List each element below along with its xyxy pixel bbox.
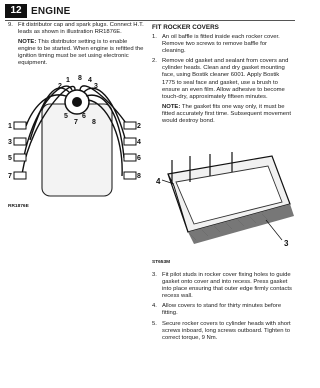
cylinder-label-3: 3 bbox=[8, 139, 12, 146]
step-number: 5. bbox=[152, 320, 157, 327]
header-rule bbox=[5, 20, 295, 21]
spark-plug-left-3 bbox=[14, 154, 26, 161]
fit-rocker-covers-heading: FIT ROCKER COVERS bbox=[152, 24, 219, 31]
note-text: This distributor setting is to enable engine to be started. When engine is refitted the ignition timing must be set using electronic equipment. bbox=[18, 39, 144, 67]
distributor-label-8: 8 bbox=[78, 75, 82, 82]
step-3 bbox=[152, 272, 292, 300]
step-text: An oil baffle is fitted inside each rocker cover. Remove two screws to remove baffle for cleaning. bbox=[162, 34, 280, 55]
distributor-label-4: 4 bbox=[88, 77, 92, 84]
cylinder-label-2: 2 bbox=[137, 123, 141, 130]
distributor-label-2: 2 bbox=[58, 83, 62, 90]
step-number: 1. bbox=[152, 34, 157, 40]
distributor-label-3: 3 bbox=[94, 83, 98, 90]
step-text: Secure rocker covers to cylinder heads with short screws inboard, long screws outboard. Tighten to correct torque, 9 Nm. bbox=[162, 320, 291, 341]
cylinder-label-5: 5 bbox=[8, 155, 12, 162]
distributor-label-7: 7 bbox=[74, 119, 78, 126]
rocker-cover-illustration bbox=[150, 148, 294, 272]
distributor-label-8b: 8 bbox=[92, 119, 96, 126]
step-text: Allow covers to stand for thirty minutes before fitting. bbox=[162, 303, 282, 317]
cylinder-label-1: 1 bbox=[8, 123, 12, 130]
distributor-label-1: 1 bbox=[66, 77, 70, 84]
callout-leader-3 bbox=[266, 220, 282, 240]
callout-4: 4 bbox=[156, 177, 161, 186]
spark-plug-right-2 bbox=[124, 138, 136, 145]
step-2 bbox=[152, 58, 292, 101]
step-number: 3. bbox=[152, 272, 157, 278]
step-number: 2. bbox=[152, 58, 157, 65]
spark-plug-left-1 bbox=[14, 122, 26, 129]
cylinder-label-4: 4 bbox=[137, 139, 141, 146]
step-5 bbox=[152, 321, 292, 342]
rocker-cover-diagram bbox=[150, 148, 294, 272]
spark-plug-left-2 bbox=[14, 138, 26, 145]
spark-plug-right-1 bbox=[124, 122, 136, 129]
distributor-center bbox=[72, 97, 82, 107]
figure-code: RR1876E bbox=[8, 204, 29, 209]
section-title: ENGINE bbox=[31, 6, 71, 17]
note-label: NOTE: bbox=[162, 103, 181, 110]
right-column-lower bbox=[152, 272, 292, 345]
step-text: Fit distributor cap and spark plugs. Connect H.T. leads as shown in illustration RR1876E. bbox=[18, 22, 144, 36]
spark-plug-right-4 bbox=[124, 172, 136, 179]
step-text: Remove old gasket and sealant from covers and cylinder heads. Clean and dry gasket mounting face, using Bostik cleaner 6001. Apply Bostik 1775 to seal face and gasket, use a brush to ensure an even film. Allow adhesive to become touch-dry, approximately fifteen minutes. bbox=[162, 58, 289, 100]
cylinder-label-8: 8 bbox=[137, 173, 141, 180]
engine-block-shape bbox=[42, 104, 112, 196]
step-4 bbox=[152, 303, 292, 317]
right-column bbox=[152, 34, 292, 129]
engine-wiring-diagram bbox=[6, 60, 144, 228]
step-text: Fit pilot studs in rocker cover fixing holes to guide gasket onto cover and into recess. Press gasket into place ensuring that outer edge firmly contacts recess wall. bbox=[162, 272, 292, 300]
spark-plug-left-4 bbox=[14, 172, 26, 179]
figure-code: ST653M bbox=[152, 260, 171, 265]
note-label: NOTE: bbox=[18, 39, 37, 46]
distributor-label-6: 6 bbox=[82, 113, 86, 120]
note-text: The gasket fits one way only, it must be fitted accurately first time. Subsequent movement would destroy bond. bbox=[162, 103, 291, 125]
cylinder-label-7: 7 bbox=[8, 173, 12, 180]
step-number: 9. bbox=[8, 22, 13, 28]
section-number-badge: 12 bbox=[5, 4, 27, 18]
distributor-firing-order-illustration bbox=[6, 60, 144, 228]
step-1 bbox=[152, 34, 292, 55]
spark-plug-right-3 bbox=[124, 154, 136, 161]
page-header bbox=[5, 4, 295, 20]
distributor-label-5: 5 bbox=[64, 113, 68, 120]
callout-3: 3 bbox=[284, 239, 289, 248]
step-number: 4. bbox=[152, 303, 157, 310]
cylinder-label-6: 6 bbox=[137, 155, 141, 162]
note-block bbox=[152, 104, 292, 125]
step-9 bbox=[8, 22, 144, 36]
